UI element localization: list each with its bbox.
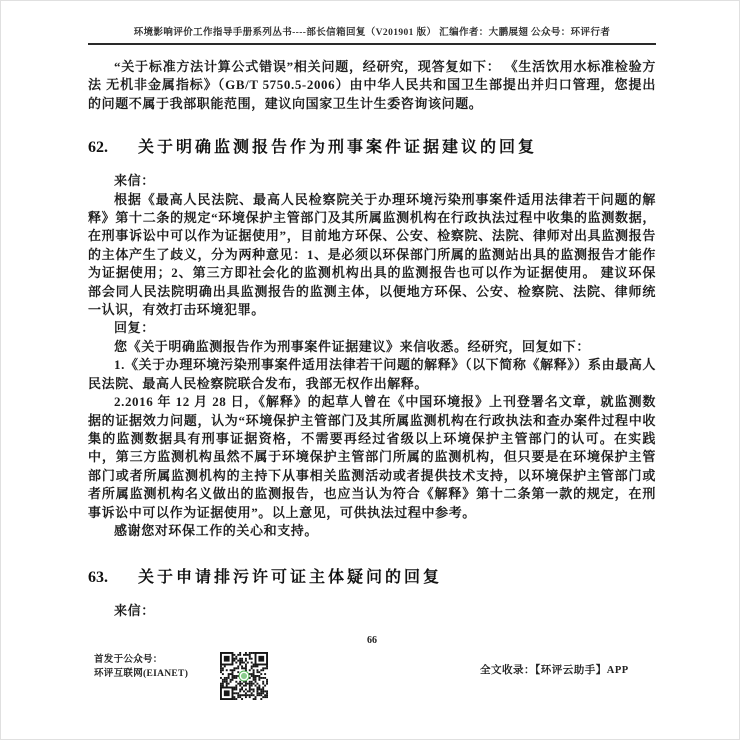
- section-63-number: 63.: [88, 569, 108, 587]
- letter-label-63: 来信：: [114, 603, 155, 619]
- reply-paragraph: 感谢您对环保工作的关心和支持。: [114, 522, 319, 538]
- qr-code-icon: [220, 652, 268, 700]
- page-footer: [94, 653, 656, 700]
- page-header-text: 环境影响评价工作指导手册系列丛书----部长信箱回复（V201901 版） 汇编作者：大鹏展翅 公众号：环评行者: [88, 24, 656, 45]
- footer-app-text: 全文收录：【环评云助手】APP: [480, 664, 629, 676]
- section-62-number: 62.: [88, 139, 108, 157]
- page-number: 66: [367, 634, 377, 646]
- footer-left-line1: 首发于公众号：: [94, 654, 163, 665]
- section-62-title: 关于明确监测报告作为刑事案件证据建议的回复: [138, 139, 538, 157]
- letter-body-62: 根据《最高人民法院、最高人民检察院关于办理环境污染刑事案件适用法律若干问题的解释》第十二条的规定“环境保护主管部门及其所属监测机构在行政执法过程中收集的监测数据，在刑事诉讼中可以作为证据使用”，目前地方环保、公安、检察院、法院、律师对出具监测报告的主体产生了歧义，分为两种意见：1、是必须以环保部门所属的监测站出具的监测报告才能作为证据使用；2、第三方即社会化的监测机构出具的监测报告也可以作为证据使用。 建议环保部会同人民法院明确出具监测报告的监测主体，以便地方环保、公安、检察院、法院、律师统一认识，有效打击环境犯罪。: [88, 191, 656, 318]
- section-63-title: 关于申请排污许可证主体疑问的回复: [138, 569, 443, 587]
- reply-paragraph: 您《关于明确监测报告作为刑事案件证据建议》来信收悉。经研究，回复如下：: [114, 338, 591, 354]
- section-63-heading: [88, 564, 656, 587]
- section-62-heading: [88, 134, 656, 157]
- reply-label-62: 回复：: [114, 320, 155, 336]
- intro-paragraph: “关于标准方法计算公式错误”相关问题，经研究，现答复如下： 《生活饮用水标准检验方法 无机非金属指标》（GB/T 5750.5-2006）由中华人民共和国卫生部提出并归口管理，您提出的问题不属于我部职能范围，建议向国家卫生计生委咨询该问题。: [88, 59, 656, 111]
- reply-paragraph: 1.《关于办理环境污染刑事案件适用法律若干问题的解释》（以下简称《解释》）系由最高人民法院、最高人民检察院联合发布，我部无权作出解释。: [88, 357, 656, 391]
- reply-paragraph: 2.2016 年 12 月 28 日，《解释》的起草人曾在《中国环境报》上刊登署名文章，就监测数据的证据效力问题，认为“环境保护主管部门及其所属监测机构在行政执法和查办案件过程中收集的监测数据具有刑事证据资格，不需要再经过省级以上环境保护主管部门的认可。在实践中，第三方监测机构虽然不属于环境保护主管部门所属的监测机构，但只要是在环境保护主管部门或者所属监测机构的主持下从事相关监测活动或者提供技术支持，以环境保护主管部门或者所属监测机构名义做出的监测报告，也应当认为符合《解释》第十二条第一款的规定，在刑事诉讼中可以作为证据使用”。以上意见，可供执法过程中参考。: [88, 394, 656, 520]
- footer-left-line2: 环评互联网(EIANET): [94, 669, 189, 680]
- letter-label-62: 来信：: [114, 173, 155, 189]
- footer-publisher-text: [94, 653, 220, 682]
